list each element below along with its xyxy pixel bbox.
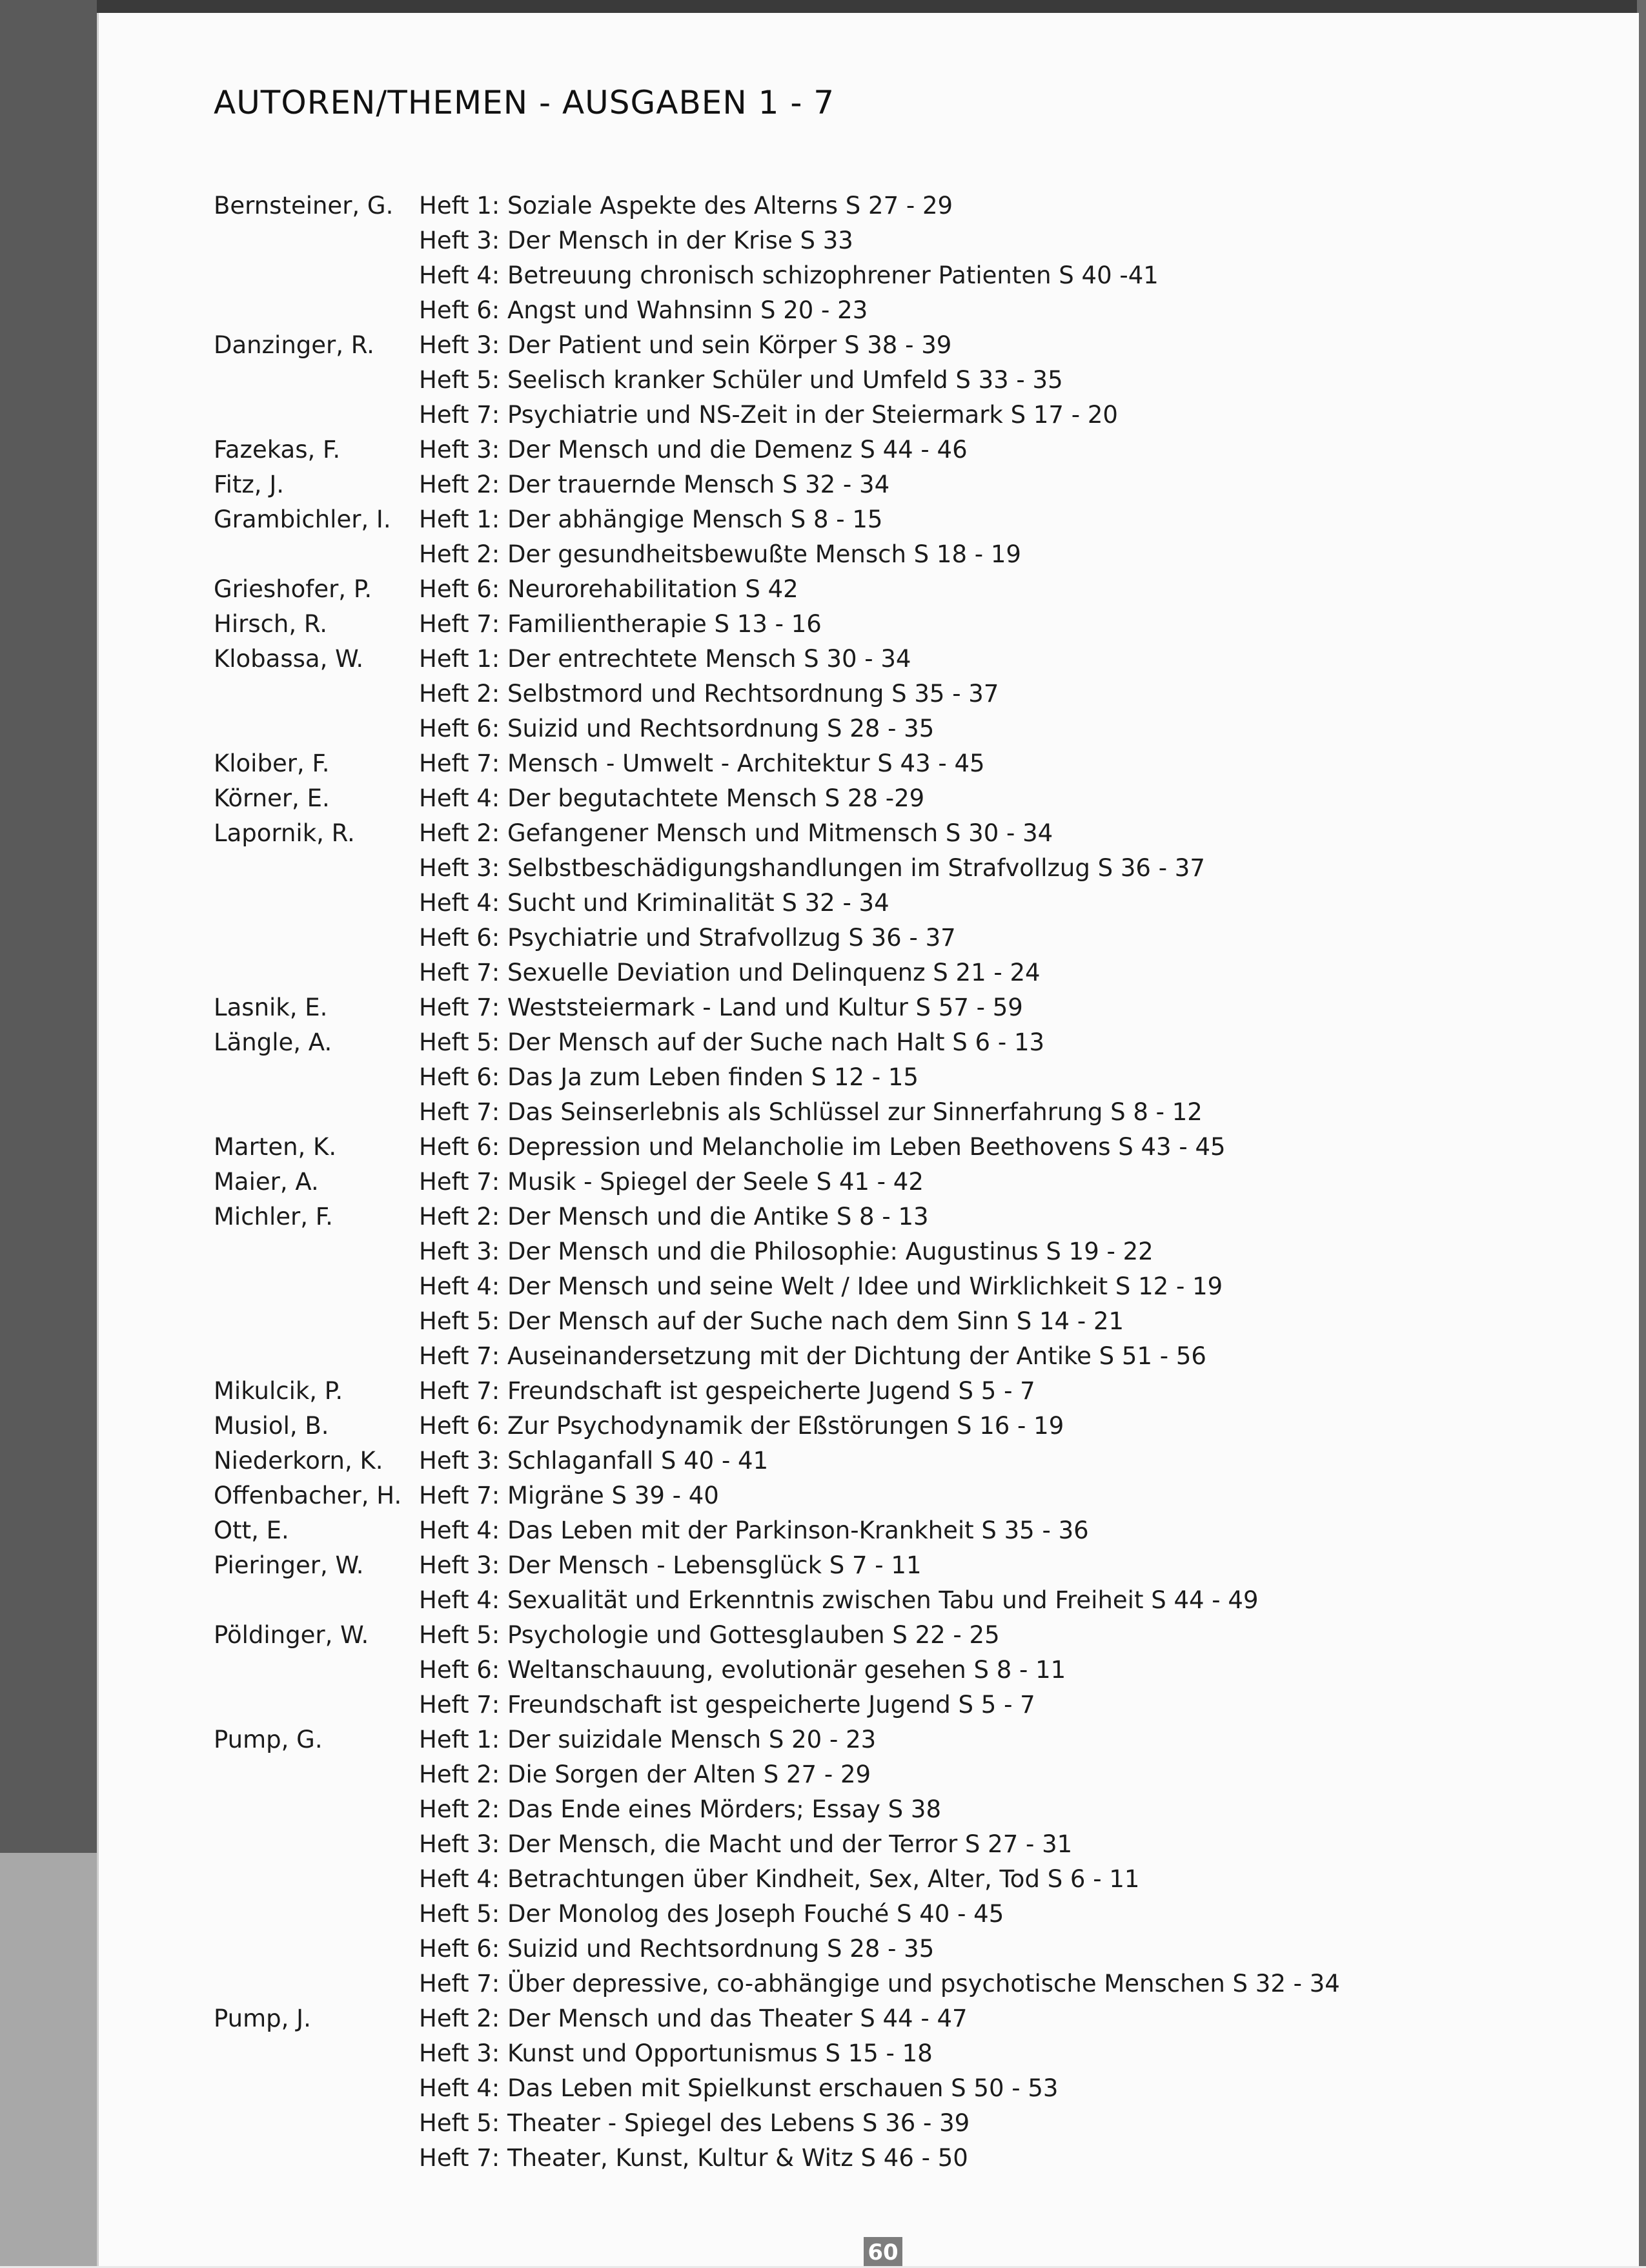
index-row bbox=[214, 1583, 1601, 1618]
article-entry: Heft 2: Gefangener Mensch und Mitmensch S 30 - 34 bbox=[419, 819, 1053, 847]
article-entry: Heft 2: Der Mensch und das Theater S 44 - 47 bbox=[419, 2005, 968, 2032]
index-row bbox=[214, 1165, 1601, 1200]
index-row bbox=[214, 1025, 1601, 1060]
article-entry: Heft 5: Der Monolog des Joseph Fouché S 40 - 45 bbox=[419, 1900, 1004, 1928]
article-entry: Heft 3: Der Mensch, die Macht und der Terror S 27 - 31 bbox=[419, 1830, 1073, 1858]
index-row bbox=[214, 1095, 1601, 1130]
index-row bbox=[214, 642, 1601, 677]
article-entry: Heft 2: Selbstmord und Rechtsordnung S 35 - 37 bbox=[419, 680, 999, 708]
index-row bbox=[214, 1234, 1601, 1269]
article-entry: Heft 1: Der entrechtete Mensch S 30 - 34 bbox=[419, 645, 911, 673]
author-name: Mikulcik, P. bbox=[214, 1377, 343, 1405]
article-entry: Heft 6: Das Ja zum Leben finden S 12 - 15 bbox=[419, 1063, 919, 1091]
article-entry: Heft 4: Betreuung chronisch schizophrener Patienten S 40 -41 bbox=[419, 261, 1159, 289]
author-name: Hirsch, R. bbox=[214, 610, 328, 638]
index-row bbox=[214, 537, 1601, 572]
article-entry: Heft 5: Psychologie und Gottesglauben S 22 - 25 bbox=[419, 1621, 1000, 1649]
index-row bbox=[214, 1967, 1601, 2001]
author-name: Klobassa, W. bbox=[214, 645, 364, 673]
article-entry: Heft 7: Über depressive, co-abhängige und psychotische Menschen S 32 - 34 bbox=[419, 1970, 1340, 1997]
index-row bbox=[214, 2141, 1601, 2176]
index-row bbox=[214, 1513, 1601, 1548]
index-row bbox=[214, 677, 1601, 711]
index-row bbox=[214, 1444, 1601, 1478]
index-row bbox=[214, 607, 1601, 642]
author-topic-index bbox=[214, 189, 1601, 2176]
article-entry: Heft 6: Neurorehabilitation S 42 bbox=[419, 575, 798, 603]
article-entry: Heft 7: Musik - Spiegel der Seele S 41 - 42 bbox=[419, 1168, 924, 1196]
document-page bbox=[97, 13, 1639, 2266]
author-name: Grambichler, I. bbox=[214, 506, 391, 533]
index-row bbox=[214, 467, 1601, 502]
index-row bbox=[214, 258, 1601, 293]
author-name: Lasnik, E. bbox=[214, 994, 328, 1021]
index-row bbox=[214, 2036, 1601, 2071]
index-row bbox=[214, 1200, 1601, 1234]
author-name: Grieshofer, P. bbox=[214, 575, 372, 603]
index-row bbox=[214, 1862, 1601, 1897]
index-row bbox=[214, 1757, 1601, 1792]
index-row bbox=[214, 1653, 1601, 1688]
index-row bbox=[214, 1618, 1601, 1653]
author-name: Pieringer, W. bbox=[214, 1551, 364, 1579]
index-row bbox=[214, 1827, 1601, 1862]
index-row bbox=[214, 746, 1601, 781]
author-name: Maier, A. bbox=[214, 1168, 319, 1196]
article-entry: Heft 3: Selbstbeschädigungshandlungen im Strafvollzug S 36 - 37 bbox=[419, 854, 1205, 882]
article-entry: Heft 6: Weltanschauung, evolutionär gesehen S 8 - 11 bbox=[419, 1656, 1066, 1684]
index-row bbox=[214, 572, 1601, 607]
author-name: Pöldinger, W. bbox=[214, 1621, 369, 1649]
article-entry: Heft 2: Der trauernde Mensch S 32 - 34 bbox=[419, 471, 890, 498]
index-row bbox=[214, 1722, 1601, 1757]
index-row bbox=[214, 851, 1601, 886]
index-row bbox=[214, 781, 1601, 816]
scan-border-left-lower bbox=[0, 1853, 97, 2266]
article-entry: Heft 7: Familientherapie S 13 - 16 bbox=[419, 610, 822, 638]
index-row bbox=[214, 433, 1601, 467]
index-row bbox=[214, 1374, 1601, 1409]
index-row bbox=[214, 711, 1601, 746]
article-entry: Heft 6: Psychiatrie und Strafvollzug S 36 - 37 bbox=[419, 924, 956, 952]
index-row bbox=[214, 1304, 1601, 1339]
article-entry: Heft 4: Das Leben mit Spielkunst erschauen S 50 - 53 bbox=[419, 2074, 1059, 2102]
author-name: Danzinger, R. bbox=[214, 331, 374, 359]
article-entry: Heft 7: Weststeiermark - Land und Kultur S 57 - 59 bbox=[419, 994, 1023, 1021]
author-name: Bernsteiner, G. bbox=[214, 192, 394, 220]
index-row bbox=[214, 886, 1601, 921]
article-entry: Heft 7: Freundschaft ist gespeicherte Jugend S 5 - 7 bbox=[419, 1691, 1035, 1719]
article-entry: Heft 3: Der Mensch in der Krise S 33 bbox=[419, 227, 853, 254]
article-entry: Heft 5: Der Mensch auf der Suche nach dem Sinn S 14 - 21 bbox=[419, 1307, 1124, 1335]
article-entry: Heft 2: Der gesundheitsbewußte Mensch S 18 - 19 bbox=[419, 540, 1021, 568]
page-title: AUTOREN/THEMEN - AUSGABEN 1 - 7 bbox=[214, 84, 835, 121]
index-row bbox=[214, 1339, 1601, 1374]
article-entry: Heft 1: Der suizidale Mensch S 20 - 23 bbox=[419, 1726, 877, 1753]
author-name: Musiol, B. bbox=[214, 1412, 329, 1440]
author-name: Pump, J. bbox=[214, 2005, 311, 2032]
index-row bbox=[214, 955, 1601, 990]
article-entry: Heft 6: Suizid und Rechtsordnung S 28 - 35 bbox=[419, 715, 935, 742]
article-entry: Heft 1: Der abhängige Mensch S 8 - 15 bbox=[419, 506, 883, 533]
author-name: Körner, E. bbox=[214, 784, 330, 812]
author-name: Lapornik, R. bbox=[214, 819, 355, 847]
article-entry: Heft 3: Der Mensch und die Philosophie: Augustinus S 19 - 22 bbox=[419, 1238, 1153, 1265]
author-name: Längle, A. bbox=[214, 1028, 332, 1056]
article-entry: Heft 5: Seelisch kranker Schüler und Umfeld S 33 - 35 bbox=[419, 366, 1063, 394]
article-entry: Heft 3: Der Patient und sein Körper S 38 - 39 bbox=[419, 331, 952, 359]
index-row bbox=[214, 2001, 1601, 2036]
index-row bbox=[214, 223, 1601, 258]
article-entry: Heft 6: Angst und Wahnsinn S 20 - 23 bbox=[419, 296, 868, 324]
index-row bbox=[214, 1548, 1601, 1583]
article-entry: Heft 3: Schlaganfall S 40 - 41 bbox=[419, 1447, 769, 1475]
article-entry: Heft 5: Theater - Spiegel des Lebens S 36 - 39 bbox=[419, 2109, 970, 2137]
article-entry: Heft 7: Auseinandersetzung mit der Dichtung der Antike S 51 - 56 bbox=[419, 1342, 1206, 1370]
article-entry: Heft 3: Der Mensch und die Demenz S 44 - 46 bbox=[419, 436, 968, 464]
index-row bbox=[214, 921, 1601, 955]
index-row bbox=[214, 398, 1601, 433]
index-row bbox=[214, 1792, 1601, 1827]
index-row bbox=[214, 502, 1601, 537]
article-entry: Heft 6: Depression und Melancholie im Leben Beethovens S 43 - 45 bbox=[419, 1133, 1226, 1161]
article-entry: Heft 7: Freundschaft ist gespeicherte Jugend S 5 - 7 bbox=[419, 1377, 1035, 1405]
article-entry: Heft 7: Psychiatrie und NS-Zeit in der Steiermark S 17 - 20 bbox=[419, 401, 1118, 429]
index-row bbox=[214, 293, 1601, 328]
page-number: 60 bbox=[864, 2237, 902, 2266]
article-entry: Heft 7: Sexuelle Deviation und Delinquenz S 21 - 24 bbox=[419, 959, 1041, 986]
article-entry: Heft 4: Sucht und Kriminalität S 32 - 34 bbox=[419, 889, 889, 917]
article-entry: Heft 3: Kunst und Opportunismus S 15 - 18 bbox=[419, 2039, 933, 2067]
article-entry: Heft 4: Betrachtungen über Kindheit, Sex, Alter, Tod S 6 - 11 bbox=[419, 1865, 1140, 1893]
index-row bbox=[214, 1932, 1601, 1967]
article-entry: Heft 2: Das Ende eines Mörders; Essay S 38 bbox=[419, 1795, 942, 1823]
author-name: Fazekas, F. bbox=[214, 436, 341, 464]
article-entry: Heft 1: Soziale Aspekte des Alterns S 27 - 29 bbox=[419, 192, 953, 220]
index-row bbox=[214, 328, 1601, 363]
author-name: Fitz, J. bbox=[214, 471, 284, 498]
index-row bbox=[214, 1269, 1601, 1304]
article-entry: Heft 4: Sexualität und Erkenntnis zwischen Tabu und Freiheit S 44 - 49 bbox=[419, 1586, 1259, 1614]
author-name: Niederkorn, K. bbox=[214, 1447, 383, 1475]
author-name: Offenbacher, H. bbox=[214, 1482, 402, 1509]
index-row bbox=[214, 816, 1601, 851]
article-entry: Heft 2: Der Mensch und die Antike S 8 - 13 bbox=[419, 1203, 929, 1231]
index-row bbox=[214, 1409, 1601, 1444]
index-row bbox=[214, 1060, 1601, 1095]
index-row bbox=[214, 1688, 1601, 1722]
article-entry: Heft 2: Die Sorgen der Alten S 27 - 29 bbox=[419, 1761, 871, 1788]
author-name: Michler, F. bbox=[214, 1203, 333, 1231]
author-name: Kloiber, F. bbox=[214, 750, 330, 777]
index-row bbox=[214, 2071, 1601, 2106]
article-entry: Heft 7: Mensch - Umwelt - Architektur S 43 - 45 bbox=[419, 750, 985, 777]
index-row bbox=[214, 189, 1601, 223]
index-row bbox=[214, 363, 1601, 398]
index-row bbox=[214, 1897, 1601, 1932]
index-row bbox=[214, 990, 1601, 1025]
index-row bbox=[214, 1130, 1601, 1165]
article-entry: Heft 3: Der Mensch - Lebensglück S 7 - 11 bbox=[419, 1551, 922, 1579]
article-entry: Heft 6: Suizid und Rechtsordnung S 28 - 35 bbox=[419, 1935, 935, 1963]
author-name: Ott, E. bbox=[214, 1517, 289, 1544]
article-entry: Heft 4: Der Mensch und seine Welt / Idee und Wirklichkeit S 12 - 19 bbox=[419, 1272, 1223, 1300]
article-entry: Heft 4: Der begutachtete Mensch S 28 -29 bbox=[419, 784, 925, 812]
article-entry: Heft 6: Zur Psychodynamik der Eßstörungen S 16 - 19 bbox=[419, 1412, 1064, 1440]
article-entry: Heft 4: Das Leben mit der Parkinson-Krankheit S 35 - 36 bbox=[419, 1517, 1089, 1544]
author-name: Pump, G. bbox=[214, 1726, 323, 1753]
index-row bbox=[214, 2106, 1601, 2141]
article-entry: Heft 7: Migräne S 39 - 40 bbox=[419, 1482, 719, 1509]
index-row bbox=[214, 1478, 1601, 1513]
article-entry: Heft 5: Der Mensch auf der Suche nach Halt S 6 - 13 bbox=[419, 1028, 1045, 1056]
article-entry: Heft 7: Theater, Kunst, Kultur & Witz S 46 - 50 bbox=[419, 2144, 968, 2172]
article-entry: Heft 7: Das Seinserlebnis als Schlüssel zur Sinnerfahrung S 8 - 12 bbox=[419, 1098, 1203, 1126]
author-name: Marten, K. bbox=[214, 1133, 337, 1161]
